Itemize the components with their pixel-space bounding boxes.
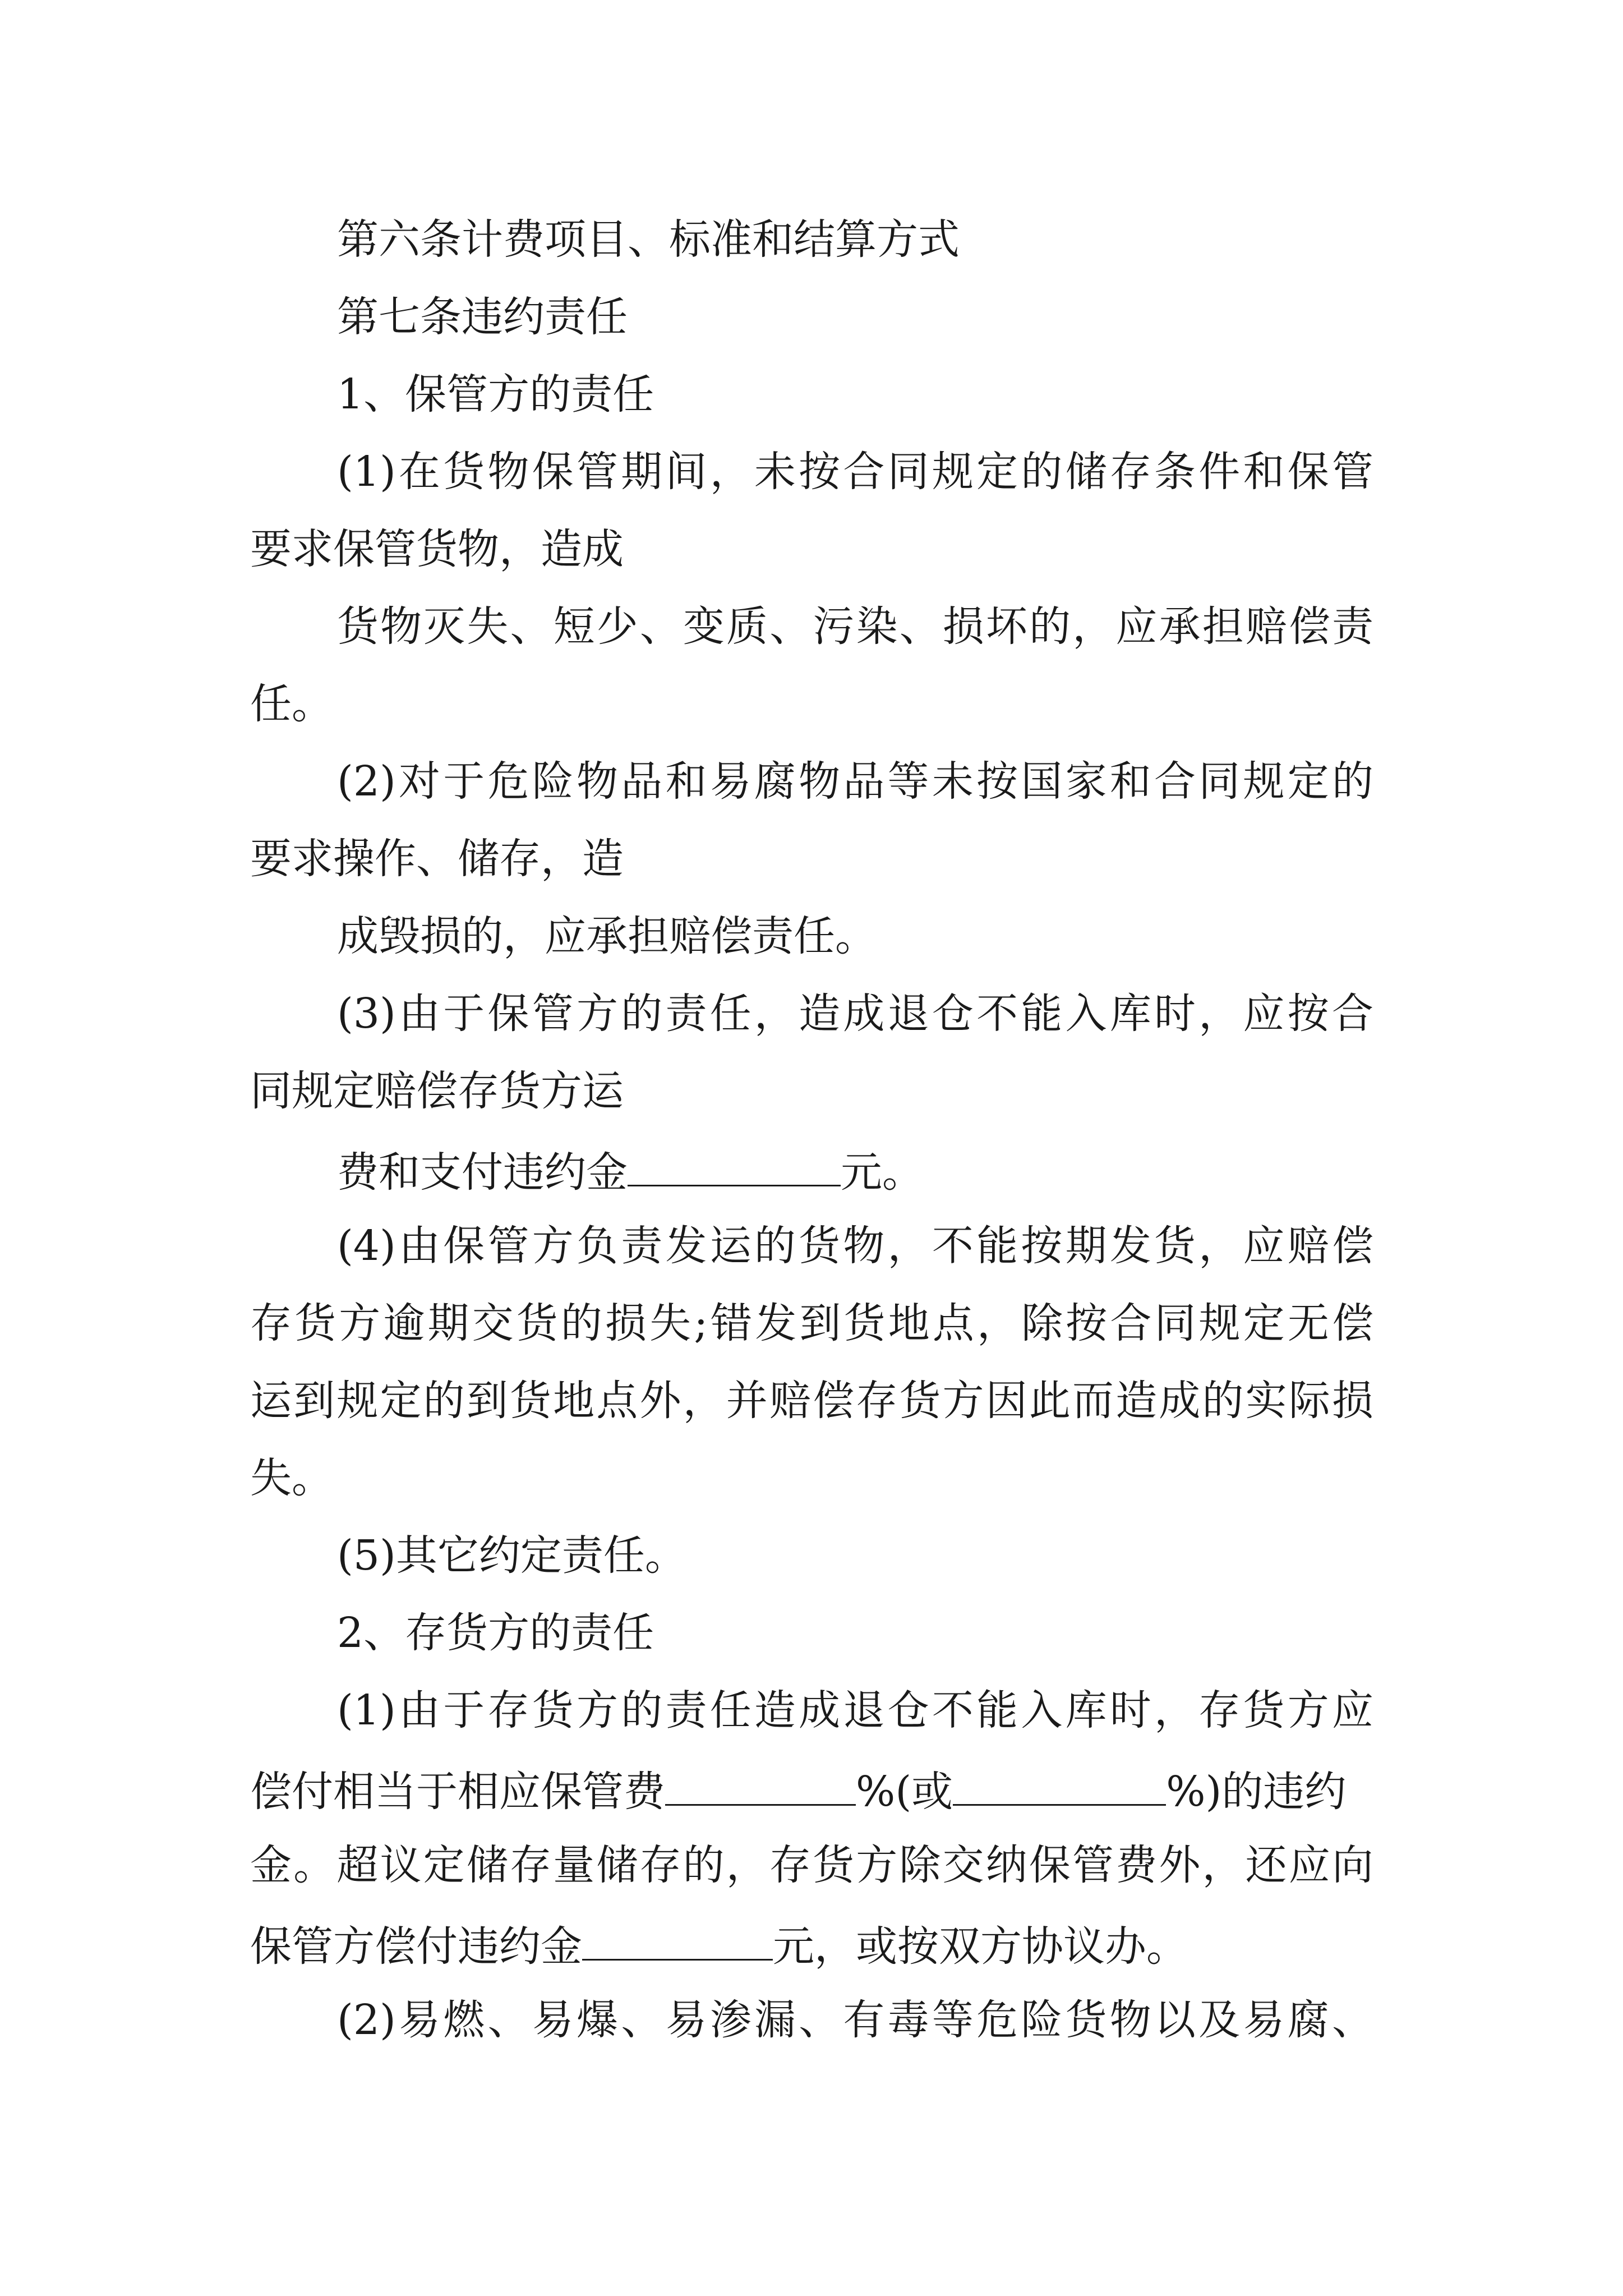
fill-in-blank[interactable] xyxy=(628,1148,841,1186)
fill-in-blank[interactable] xyxy=(953,1767,1166,1806)
paragraph-line: 成毁损的，应承担赔偿责任。 xyxy=(337,912,877,960)
fill-in-blank[interactable] xyxy=(582,1922,773,1961)
line-text: 费和支付违约金 xyxy=(337,1148,628,1197)
paragraph-line: (3)由于保管方的责任，造成退仓不能入库时，应按合 xyxy=(337,990,1373,1038)
line-text: 元。 xyxy=(841,1148,924,1197)
paragraph-line: 货物灭失、短少、变质、污染、损坏的，应承担赔偿责 xyxy=(337,602,1373,651)
section-2-heading: 2、存货方的责任 xyxy=(337,1609,654,1657)
paragraph-line: (1)由于存货方的责任造成退仓不能入库时，存货方应 xyxy=(337,1686,1373,1734)
paragraph-line: 要求操作、储存，造 xyxy=(250,835,624,883)
line-text: 偿付相当于相应保管费 xyxy=(250,1768,665,1816)
paragraph-line xyxy=(250,1767,1347,1816)
paragraph-line: 存货方逾期交货的损失;错发到货地点，除按合同规定无偿 xyxy=(250,1299,1373,1347)
paragraph-line: 失。 xyxy=(250,1454,333,1502)
paragraph-line: 运到规定的到货地点外，并赔偿存货方因此而造成的实际损 xyxy=(250,1377,1373,1425)
paragraph-line: (5)其它约定责任。 xyxy=(337,1531,686,1580)
line-text: %)的违约 xyxy=(1166,1768,1347,1816)
line-text: 保管方偿付违约金 xyxy=(250,1922,582,1971)
paragraph-line: (2)对于危险物品和易腐物品等未按国家和合同规定的 xyxy=(337,757,1373,806)
line-text: %(或 xyxy=(856,1768,953,1816)
line-text: 元，或按双方协议办。 xyxy=(773,1922,1188,1971)
paragraph-line: 同规定赔偿存货方运 xyxy=(250,1067,624,1115)
clause-7-heading: 第七条违约责任 xyxy=(337,293,628,341)
paragraph-line xyxy=(337,1148,924,1197)
paragraph-line: 金。超议定储存量储存的，存货方除交纳保管费外，还应向 xyxy=(250,1841,1373,1889)
paragraph-line: 任。 xyxy=(250,680,333,728)
paragraph-line: (4)由保管方负责发运的货物，不能按期发货，应赔偿 xyxy=(337,1222,1373,1270)
fill-in-blank[interactable] xyxy=(665,1767,856,1806)
paragraph-line xyxy=(250,1922,1188,1971)
clause-6-heading: 第六条计费项目、标准和结算方式 xyxy=(337,215,960,264)
paragraph-line: (2)易燃、易爆、易渗漏、有毒等危险货物以及易腐、 xyxy=(337,1996,1373,2044)
paragraph-line: 要求保管货物，造成 xyxy=(250,525,624,573)
paragraph-line: (1)在货物保管期间，未按合同规定的储存条件和保管 xyxy=(337,448,1373,496)
section-1-heading: 1、保管方的责任 xyxy=(337,370,654,418)
